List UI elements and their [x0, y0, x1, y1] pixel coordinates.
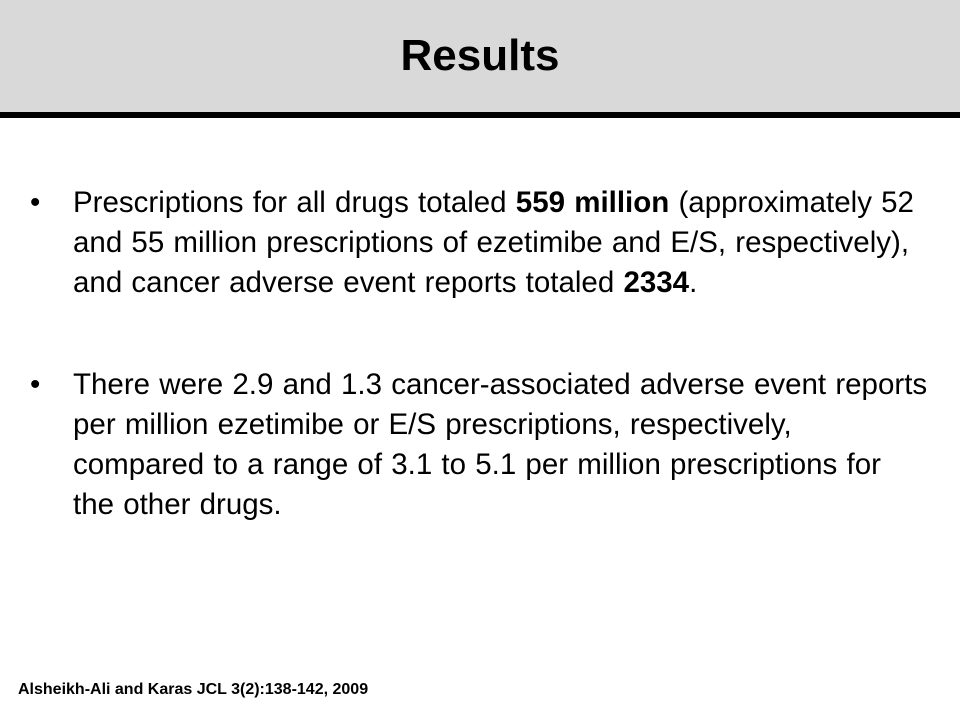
bullet-list [30, 183, 930, 525]
title-bar [0, 0, 960, 118]
bullet-highlight-total-reports: 2334 [623, 266, 690, 299]
bullet-icon: • [30, 368, 41, 401]
citation: Alsheikh-Ali and Karas JCL 3(2):138-142, 2009 [18, 681, 369, 698]
slide-title: Results [400, 31, 560, 80]
bullet-text-segment: . [689, 266, 698, 299]
bullet-icon: • [30, 186, 41, 219]
bullet-text-segment: Prescriptions for all drugs totaled [73, 186, 516, 219]
bullet-text: There were 2.9 and 1.3 cancer-associated adverse event reports per million ezetimibe or E/S prescriptions, respectively, compared to a range of 3.1 to 5.1 per million prescriptions for the other drugs. [73, 368, 928, 521]
bullet-text-segment: (approximately 52 and 55 million prescriptions of ezetimibe and E/S, respectively), and cancer adverse event reports totaled [73, 186, 914, 299]
bullet-item [30, 365, 930, 525]
bullet-highlight-total-prescriptions: 559 million [515, 186, 670, 219]
bullet-text [73, 186, 914, 299]
bullet-item [30, 183, 930, 303]
